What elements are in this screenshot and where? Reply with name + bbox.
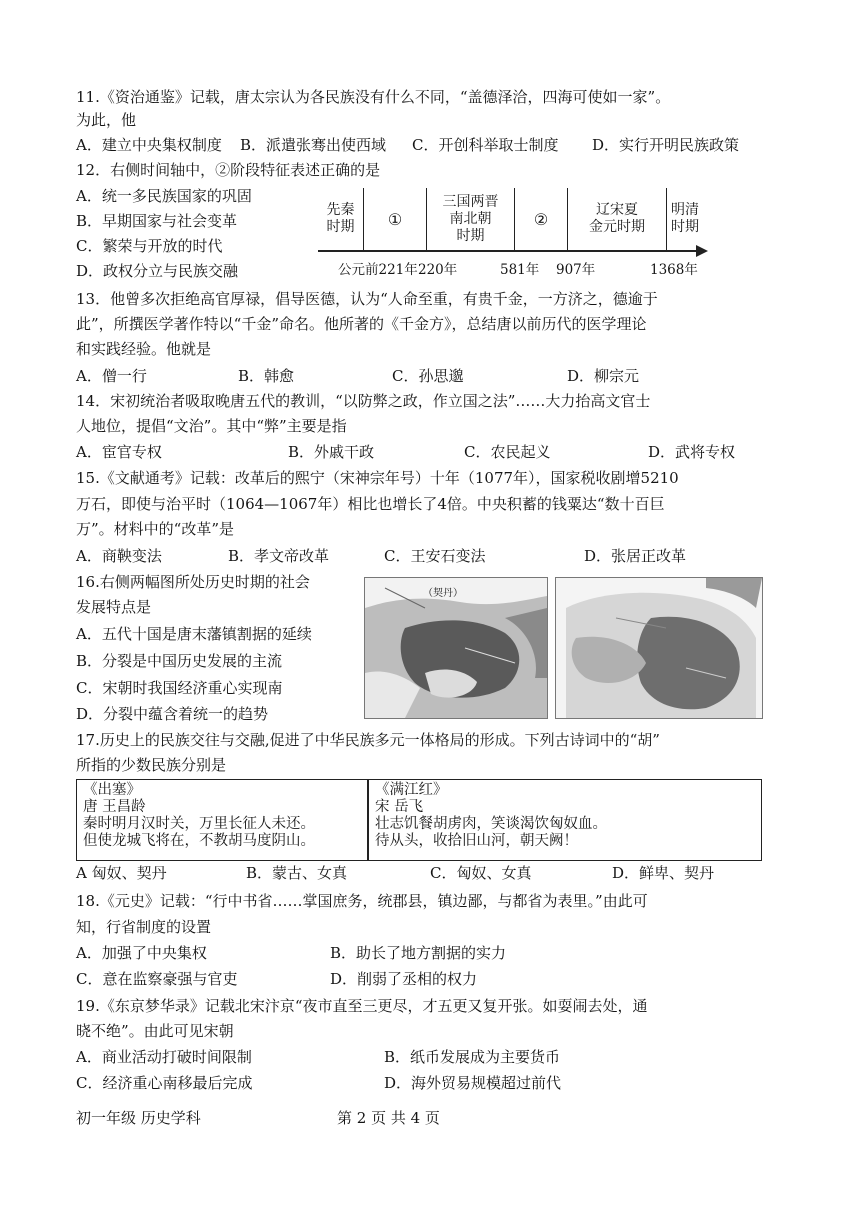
- timeline-year-label: 公元前221年: [338, 262, 418, 278]
- q11-option-d[interactable]: D．实行开明民族政策: [592, 136, 740, 154]
- q11-stem-line1: 11.《资治通鉴》记载，唐太宗认为各民族没有什么不同，“盖德泽洽，四海可使如一家”。: [76, 88, 671, 106]
- timeline-year-label: 1368年: [650, 262, 698, 278]
- timeline: [318, 188, 710, 278]
- q11-stem-line2: 为此，他: [76, 111, 137, 129]
- q14-option-c[interactable]: C．农民起义: [464, 443, 551, 461]
- q12-option-b[interactable]: B．早期国家与社会变革: [76, 212, 238, 230]
- timeline-year-label: 220年: [418, 262, 458, 278]
- poem-title: 《满江红》: [375, 782, 448, 798]
- q17-option-d[interactable]: D．鲜卑、契丹: [612, 864, 715, 882]
- q18-stem-line1: 18.《元史》记载：“行中书省……掌国庶务，统郡县，镇边鄙，与都省为表里。”由此可: [76, 892, 648, 910]
- q13-stem-line1: 13．他曾多次拒绝高官厚禄，倡导医德，认为“人命至重，有贵千金，一方济之，德逾于: [76, 290, 658, 308]
- q15-option-b[interactable]: B．孝文帝改革: [228, 547, 330, 565]
- q19-option-c[interactable]: C．经济重心南移最后完成: [76, 1074, 253, 1092]
- q13-option-b[interactable]: B．韩愈: [238, 367, 295, 385]
- map-five-dynasties-drawing: [365, 578, 547, 718]
- q19-options-row2: [0, 1073, 860, 1093]
- timeline-segment-liao-song: 辽宋夏 金元时期: [589, 202, 645, 235]
- q19-options-row1: [0, 1047, 860, 1067]
- q12-stem: 12．右侧时间轴中，②阶段特征表述正确的是: [76, 161, 381, 179]
- q15-stem-line1: 15.《文献通考》记载：改革后的熙宁（宋神宗年号）十年（1077年），国家税收剧增5210: [76, 469, 679, 487]
- q17-stem-line1: 17.历史上的民族交往与交融,促进了中华民族多元一体格局的形成。下列古诗词中的“胡”: [76, 731, 660, 749]
- q17-option-c[interactable]: C．匈奴、女真: [430, 864, 532, 882]
- q18-option-a[interactable]: A．加强了中央集权: [76, 944, 207, 962]
- q13-stem-line2: 此”，所撰医学著作特以“千金”命名。他所著的《千金方》，总结唐以前历代的医学理论: [76, 315, 647, 333]
- q14-option-a[interactable]: A．宦官专权: [76, 443, 162, 461]
- q12-option-c[interactable]: C．繁荣与开放的时代: [76, 237, 223, 255]
- q16-option-c[interactable]: C．宋朝时我国经济重心实现南: [76, 679, 283, 697]
- q15-option-c[interactable]: C．王安石变法: [384, 547, 486, 565]
- q15-stem-line2: 万石，即使与治平时（1064—1067年）相比也增长了4倍。中央积蓄的钱粟达“数十百巨: [76, 495, 665, 513]
- q19-stem-line1: 19.《东京梦华录》记载北宋汴京“夜市直至三更尽，才五更又复开张。如耍闹去处，通: [76, 997, 648, 1015]
- footer-page-number: 第 2 页 共 4 页: [337, 1109, 440, 1127]
- q19-option-a[interactable]: A．商业活动打破时间限制: [76, 1048, 252, 1066]
- q19-stem-line2: 晓不绝”。由此可见宋朝: [76, 1022, 234, 1040]
- q13-option-c[interactable]: C．孙思邈: [392, 367, 464, 385]
- q12-option-d[interactable]: D．政权分立与民族交融: [76, 262, 239, 280]
- q19-option-b[interactable]: B．纸币发展成为主要货币: [384, 1048, 561, 1066]
- timeline-year-label: 581年: [500, 262, 540, 278]
- q14-options: [0, 442, 860, 462]
- q14-option-d[interactable]: D．武将专权: [648, 443, 736, 461]
- q13-stem-line3: 和实践经验。他就是: [76, 340, 212, 358]
- q18-option-b[interactable]: B．助长了地方割据的实力: [330, 944, 507, 962]
- poem-line: 壮志饥餐胡虏肉，笑谈渴饮匈奴血。: [375, 816, 607, 832]
- map-song-dynasty-drawing: [556, 578, 762, 718]
- q18-option-c[interactable]: C．意在监察豪强与官吏: [76, 970, 238, 988]
- poem-author: 唐 王昌龄: [83, 799, 146, 815]
- q16-option-a[interactable]: A．五代十国是唐末藩镇割据的延续: [76, 625, 312, 643]
- q16-option-b[interactable]: B．分裂是中国历史发展的主流: [76, 652, 283, 670]
- q19-option-d[interactable]: D．海外贸易规模超过前代: [384, 1074, 562, 1092]
- poem-line: 秦时明月汉时关，万里长征人未还。: [83, 816, 315, 832]
- timeline-segment-pre-qin: 先秦 时期: [326, 202, 355, 235]
- map-region-label: （契丹）: [423, 588, 463, 599]
- q14-stem-line2: 人地位，提倡“文治”。其中“弊”主要是指: [76, 417, 347, 435]
- timeline-segment-three-kingdoms: 三国两晋 南北朝 时期: [442, 193, 499, 244]
- timeline-year-label: 907年: [556, 262, 596, 278]
- q14-option-b[interactable]: B．外戚干政: [288, 443, 375, 461]
- q13-options: [0, 366, 860, 386]
- poem-manjianghong: [369, 780, 759, 860]
- q17-options: [0, 863, 860, 883]
- poem-title: 《出塞》: [83, 782, 141, 798]
- timeline-segment-2: ②: [533, 209, 549, 229]
- timeline-segment-ming-qing: 明清 时期: [671, 202, 699, 235]
- timeline-axis: [318, 250, 698, 252]
- q12-option-a[interactable]: A．统一多民族国家的巩固: [76, 187, 252, 205]
- q17-option-a[interactable]: A 匈奴、契丹: [76, 864, 167, 882]
- timeline-segment-1: ①: [387, 209, 403, 229]
- poem-chusai: [77, 780, 367, 860]
- q16-stem-line2: 发展特点是: [76, 598, 152, 616]
- map-five-dynasties: [364, 577, 548, 719]
- poem-table: [76, 779, 762, 861]
- q18-stem-line2: 知，行省制度的设置: [76, 918, 212, 936]
- q11-option-b[interactable]: B．派遣张骞出使西域: [240, 136, 387, 154]
- q14-stem-line1: 14．宋初统治者吸取晚唐五代的教训，“以防弊之政，作立国之法”……大力抬高文官士: [76, 392, 651, 410]
- q18-options-row1: [0, 943, 860, 963]
- poem-line: 待从头，收拾旧山河，朝天阙！: [375, 833, 578, 849]
- q18-options-row2: [0, 969, 860, 989]
- q18-option-d[interactable]: D．削弱了丞相的权力: [330, 970, 478, 988]
- poem-author: 宋 岳飞: [375, 799, 424, 815]
- q15-stem-line3: 万”。材料中的“改革”是: [76, 520, 235, 538]
- q15-option-a[interactable]: A．商鞅变法: [76, 547, 162, 565]
- q11-option-a[interactable]: A．建立中央集权制度: [76, 136, 222, 154]
- q13-option-a[interactable]: A．僧一行: [76, 367, 147, 385]
- q15-options: [0, 546, 860, 566]
- poem-line: 但使龙城飞将在，不教胡马度阴山。: [83, 833, 315, 849]
- q11-option-c[interactable]: C．开创科举取士制度: [412, 136, 559, 154]
- map-song-dynasty: [555, 577, 763, 719]
- footer-grade-subject: 初一年级 历史学科: [76, 1109, 201, 1127]
- timeline-arrow-icon: [696, 245, 708, 257]
- q16-stem-line1: 16.右侧两幅图所处历史时期的社会: [76, 573, 310, 591]
- q17-option-b[interactable]: B．蒙古、女真: [246, 864, 348, 882]
- q16-option-d[interactable]: D．分裂中蕴含着统一的趋势: [76, 705, 269, 723]
- q15-option-d[interactable]: D．张居正改革: [584, 547, 687, 565]
- q13-option-d[interactable]: D．柳宗元: [567, 367, 640, 385]
- q17-stem-line2: 所指的少数民族分别是: [76, 756, 227, 774]
- q11-options: [0, 135, 860, 155]
